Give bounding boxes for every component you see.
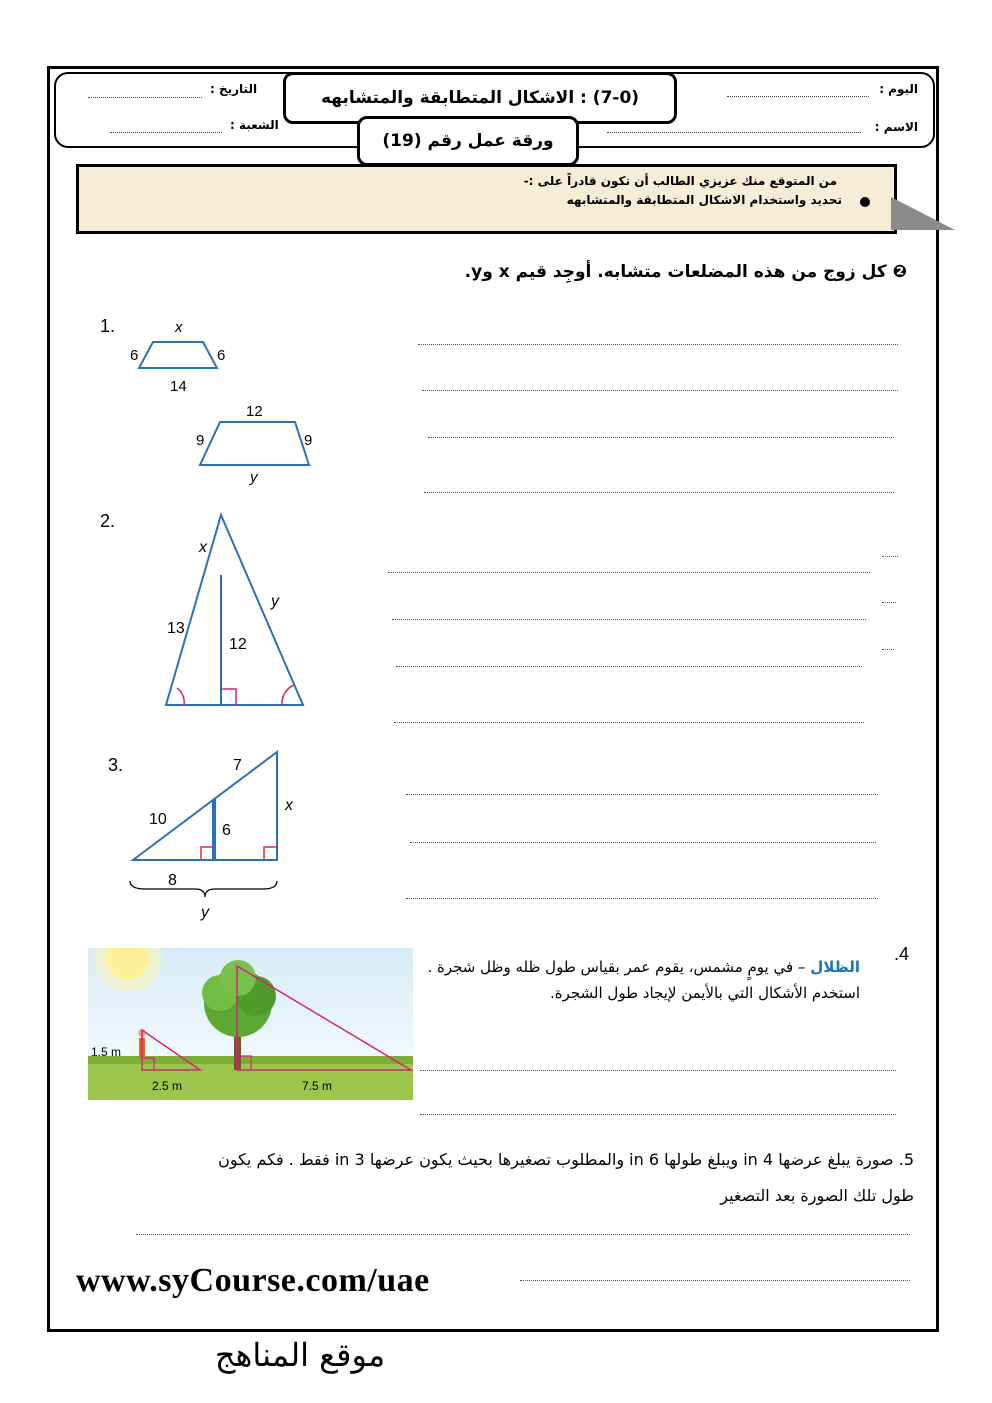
answer-line[interactable] <box>392 619 866 620</box>
lesson-title: (7-0) : الاشكال المتطابقة والمتشابهه <box>283 72 677 124</box>
problem-4-text <box>420 954 860 1006</box>
p1-label-6a: 6 <box>130 347 139 364</box>
p2-label-y: y <box>271 593 279 610</box>
p3-label-6: 6 <box>222 822 231 839</box>
problem-2-number: 2. <box>100 511 116 531</box>
section-label: الشعبة : <box>230 118 279 132</box>
worksheet-number: ورقة عمل رقم (19) <box>357 116 579 166</box>
shadow2-label: 7.5 m <box>302 1079 333 1093</box>
answer-line[interactable] <box>418 344 898 345</box>
answer-line[interactable] <box>396 666 862 667</box>
angle-mark-right <box>282 685 294 705</box>
answer-line[interactable] <box>406 898 878 899</box>
answer-line[interactable] <box>428 437 894 438</box>
website-url[interactable]: www.syCourse.com/uae <box>76 1262 430 1299</box>
answer-line[interactable] <box>424 492 894 493</box>
answer-line[interactable] <box>410 842 876 843</box>
p3-label-7: 7 <box>233 757 242 774</box>
answer-line[interactable] <box>422 390 898 391</box>
problem-4-keyword: الظلال <box>810 958 860 976</box>
objectives-tab <box>891 197 955 230</box>
answer-line[interactable] <box>420 1070 896 1071</box>
p3-label-y: y <box>201 904 209 921</box>
p3-label-8: 8 <box>168 872 177 889</box>
objectives-intro: من المتوقع منك عزيزي الطالب أن تكون قادراً على :- <box>523 174 837 188</box>
p1-label-y: y <box>250 469 258 486</box>
question-heading <box>465 262 907 282</box>
objective-item: تحديد واستخدام الاشكال المتطابقة والمتشابهه <box>566 193 842 207</box>
shadow1-label: 2.5 m <box>152 1079 183 1093</box>
answer-line[interactable] <box>388 572 870 573</box>
height-label: 1.5 m <box>91 1045 122 1059</box>
answer-line[interactable] <box>136 1234 910 1235</box>
problem-4-number: .4 <box>894 944 910 964</box>
angle-mark-left <box>177 688 184 705</box>
bullet-icon <box>860 197 870 207</box>
right-angle-mark-2 <box>264 847 277 860</box>
name-field[interactable] <box>607 132 861 133</box>
section-field[interactable] <box>110 132 222 133</box>
large-trapezoid <box>200 422 309 465</box>
problem-5-line-1: 5. صورة يبلغ عرضها 4 in ويبلغ طولها 6 in والمطلوب تصغيرها بحيث يكون عرضها 3 in فقط . فكم يكون <box>218 1150 914 1169</box>
answer-line-short[interactable] <box>882 556 898 557</box>
answer-line[interactable] <box>406 794 878 795</box>
p1-label-12: 12 <box>246 403 263 420</box>
date-field[interactable] <box>88 97 202 98</box>
day-label: اليوم : <box>879 82 918 96</box>
shadows-illustration <box>88 948 413 1100</box>
date-label: التاريخ : <box>210 82 258 96</box>
answer-line[interactable] <box>394 722 864 723</box>
question-marker: ❷ <box>892 262 907 282</box>
answer-line-short[interactable] <box>882 649 894 650</box>
question-text: كل زوج من هذه المضلعات متشابه. أوجِد قيم x وy. <box>464 262 887 282</box>
big-triangle <box>166 515 303 705</box>
problem-1-figure <box>120 315 330 490</box>
p2-label-13: 13 <box>167 620 185 637</box>
problem-3-figure <box>125 745 310 925</box>
answer-line[interactable] <box>520 1280 910 1281</box>
problem-1-number: 1. <box>100 316 116 336</box>
problem-2-figure <box>150 505 320 715</box>
p2-label-x: x <box>199 539 207 556</box>
site-name: موقع المناهج <box>214 1336 386 1374</box>
p3-label-10: 10 <box>149 811 167 828</box>
problem-4-body: – في يومٍ مشمس، يقوم عمر بقياس طول ظله وظل شجرة . استخدم الأشكال التي بالأيمن لإيجاد طول الشجرة. <box>427 958 860 1002</box>
answer-line[interactable] <box>420 1114 896 1115</box>
p1-label-x: x <box>175 319 183 336</box>
brace <box>130 881 277 897</box>
small-trapezoid <box>139 342 217 368</box>
day-field[interactable] <box>727 96 869 97</box>
problem-5-line-2: طول تلك الصورة بعد التصغير <box>720 1186 914 1205</box>
answer-line-short[interactable] <box>882 602 896 603</box>
right-triangle <box>133 752 277 860</box>
problem-5-text <box>66 1142 914 1214</box>
p1-label-9b: 9 <box>304 432 313 449</box>
p1-label-14: 14 <box>170 378 187 395</box>
right-angle-mark <box>221 689 236 705</box>
p1-label-9a: 9 <box>196 432 205 449</box>
p2-label-12: 12 <box>229 636 247 653</box>
p3-label-x: x <box>285 797 293 814</box>
problem-3-number: 3. <box>108 755 124 775</box>
name-label: الاسم : <box>874 120 918 134</box>
p1-label-6b: 6 <box>217 347 226 364</box>
